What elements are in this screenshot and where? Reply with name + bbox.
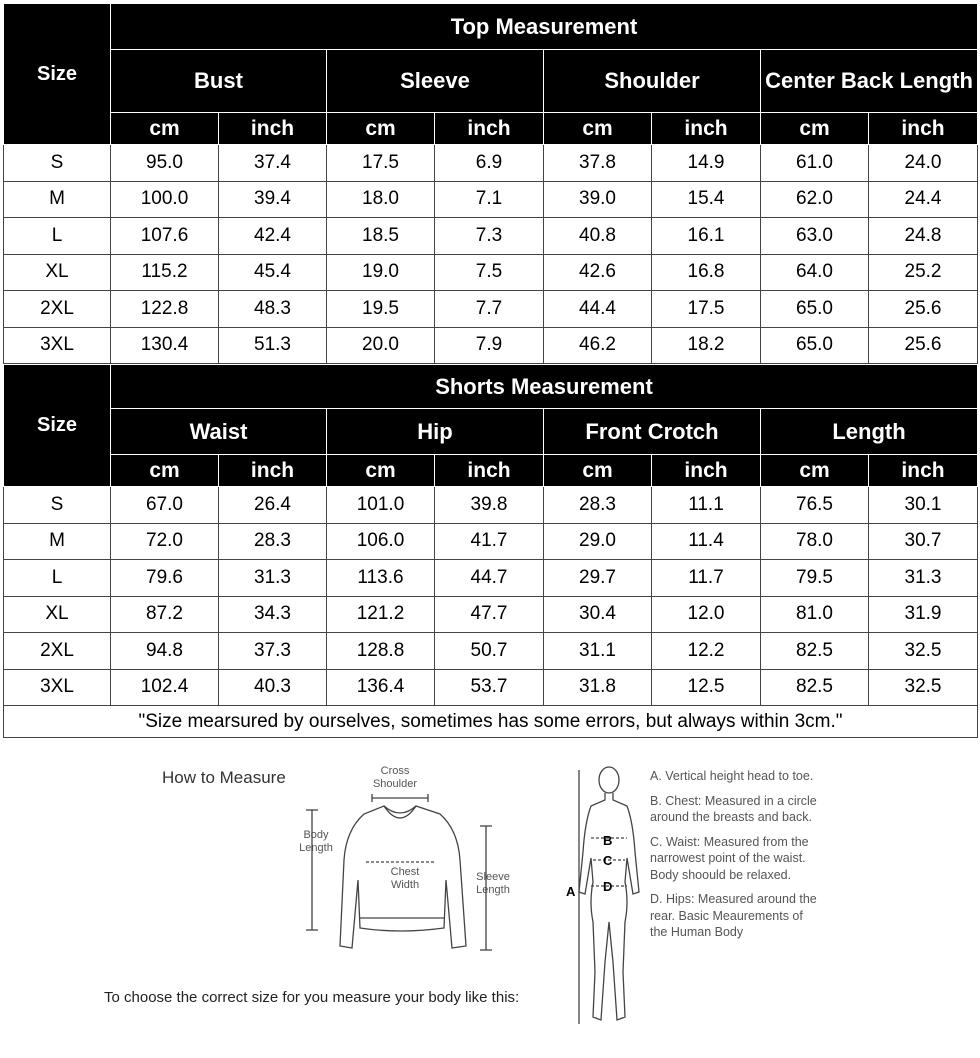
value-cell: 24.8	[869, 218, 978, 255]
unit-header: inch	[652, 113, 761, 145]
value-cell: 113.6	[327, 560, 435, 597]
value-cell: 79.6	[111, 560, 219, 597]
column-group-header: Bust	[111, 50, 327, 113]
value-cell: 78.0	[761, 523, 869, 560]
size-cell: 3XL	[4, 327, 111, 364]
value-cell: 28.3	[544, 487, 652, 524]
marker-b: B	[603, 833, 613, 848]
table-row	[4, 145, 978, 182]
unit-header: cm	[327, 455, 435, 487]
value-cell: 51.3	[219, 327, 327, 364]
size-header: Size	[4, 365, 111, 487]
value-cell: 102.4	[111, 669, 219, 706]
value-cell: 16.8	[652, 254, 761, 291]
value-cell: 14.9	[652, 145, 761, 182]
value-cell: 25.6	[869, 291, 978, 328]
value-cell: 45.4	[219, 254, 327, 291]
size-cell: M	[4, 523, 111, 560]
value-cell: 44.4	[544, 291, 652, 328]
value-cell: 107.6	[111, 218, 219, 255]
column-group-header: Waist	[111, 409, 327, 455]
value-cell: 39.8	[435, 487, 544, 524]
value-cell: 122.8	[111, 291, 219, 328]
value-cell: 20.0	[327, 327, 435, 364]
unit-header: cm	[761, 113, 869, 145]
value-cell: 19.0	[327, 254, 435, 291]
size-cell: S	[4, 145, 111, 182]
table-row	[4, 327, 978, 364]
value-cell: 24.4	[869, 181, 978, 218]
size-cell: XL	[4, 254, 111, 291]
value-cell: 34.3	[219, 596, 327, 633]
marker-a: A	[566, 884, 576, 899]
table-row	[4, 560, 978, 597]
top-measurement-table	[3, 3, 978, 364]
value-cell: 16.1	[652, 218, 761, 255]
unit-header: inch	[869, 455, 978, 487]
unit-header: cm	[111, 113, 219, 145]
size-header: Size	[4, 4, 111, 145]
value-cell: 76.5	[761, 487, 869, 524]
unit-header: inch	[869, 113, 978, 145]
value-cell: 15.4	[652, 181, 761, 218]
size-cell: L	[4, 218, 111, 255]
value-cell: 37.8	[544, 145, 652, 182]
table-row	[4, 596, 978, 633]
value-cell: 128.8	[327, 633, 435, 670]
value-cell: 7.3	[435, 218, 544, 255]
column-group-header: Sleeve	[327, 50, 544, 113]
value-cell: 106.0	[327, 523, 435, 560]
value-cell: 30.1	[869, 487, 978, 524]
value-cell: 44.7	[435, 560, 544, 597]
unit-header: inch	[435, 455, 544, 487]
table-row	[4, 218, 978, 255]
table-row	[4, 291, 978, 328]
value-cell: 63.0	[761, 218, 869, 255]
value-cell: 12.5	[652, 669, 761, 706]
garment-diagram	[300, 790, 510, 960]
value-cell: 29.7	[544, 560, 652, 597]
value-cell: 41.7	[435, 523, 544, 560]
cross-shoulder-label: Cross Shoulder	[372, 765, 418, 790]
step-d: D. Hips: Measured around the rear. Basic Meaurements of the Human Body	[650, 892, 817, 939]
value-cell: 6.9	[435, 145, 544, 182]
unit-header: inch	[219, 455, 327, 487]
value-cell: 100.0	[111, 181, 219, 218]
size-cell: L	[4, 560, 111, 597]
value-cell: 47.7	[435, 596, 544, 633]
step-b: B. Chest: Measured in a circle around the breasts and back.	[650, 793, 817, 824]
value-cell: 48.3	[219, 291, 327, 328]
value-cell: 17.5	[652, 291, 761, 328]
size-cell: M	[4, 181, 111, 218]
value-cell: 32.5	[869, 669, 978, 706]
value-cell: 11.4	[652, 523, 761, 560]
sleeve-length-label: Sleeve Length	[476, 871, 510, 896]
table-row	[4, 487, 978, 524]
table-row	[4, 523, 978, 560]
value-cell: 30.4	[544, 596, 652, 633]
value-cell: 12.2	[652, 633, 761, 670]
step-c: C. Waist: Measured from the narrowest point of the waist. Body shoould be relaxed.	[650, 834, 809, 882]
value-cell: 18.2	[652, 327, 761, 364]
table-row	[4, 181, 978, 218]
value-cell: 42.6	[544, 254, 652, 291]
column-group-header: Center Back Length	[761, 50, 978, 113]
unit-header: cm	[761, 455, 869, 487]
value-cell: 31.9	[869, 596, 978, 633]
value-cell: 65.0	[761, 327, 869, 364]
value-cell: 50.7	[435, 633, 544, 670]
value-cell: 81.0	[761, 596, 869, 633]
value-cell: 121.2	[327, 596, 435, 633]
body-length-label: Body Length	[299, 829, 333, 854]
unit-header: cm	[544, 455, 652, 487]
value-cell: 101.0	[327, 487, 435, 524]
value-cell: 130.4	[111, 327, 219, 364]
value-cell: 18.0	[327, 181, 435, 218]
column-group-header: Hip	[327, 409, 544, 455]
value-cell: 37.4	[219, 145, 327, 182]
column-group-header: Length	[761, 409, 978, 455]
value-cell: 32.5	[869, 633, 978, 670]
how-to-measure-label: How to Measure	[162, 768, 286, 787]
value-cell: 42.4	[219, 218, 327, 255]
value-cell: 82.5	[761, 633, 869, 670]
value-cell: 24.0	[869, 145, 978, 182]
value-cell: 95.0	[111, 145, 219, 182]
unit-header: cm	[327, 113, 435, 145]
value-cell: 31.8	[544, 669, 652, 706]
choose-size-instruction: To choose the correct size for you measure your body like this:	[104, 989, 520, 1006]
size-cell: 3XL	[4, 669, 111, 706]
value-cell: 25.6	[869, 327, 978, 364]
value-cell: 30.7	[869, 523, 978, 560]
value-cell: 18.5	[327, 218, 435, 255]
value-cell: 26.4	[219, 487, 327, 524]
table-row	[4, 254, 978, 291]
value-cell: 25.2	[869, 254, 978, 291]
value-cell: 62.0	[761, 181, 869, 218]
marker-d: D	[603, 879, 613, 894]
value-cell: 37.3	[219, 633, 327, 670]
value-cell: 40.8	[544, 218, 652, 255]
value-cell: 72.0	[111, 523, 219, 560]
step-a: A. Vertical height head to toe.	[650, 769, 814, 783]
marker-c: C	[603, 853, 613, 868]
value-cell: 31.3	[869, 560, 978, 597]
value-cell: 67.0	[111, 487, 219, 524]
value-cell: 29.0	[544, 523, 652, 560]
value-cell: 82.5	[761, 669, 869, 706]
body-figure-diagram	[565, 762, 645, 1042]
value-cell: 7.1	[435, 181, 544, 218]
unit-header: inch	[219, 113, 327, 145]
table-title: Shorts Measurement	[111, 365, 978, 409]
value-cell: 7.9	[435, 327, 544, 364]
value-cell: 61.0	[761, 145, 869, 182]
value-cell: 17.5	[327, 145, 435, 182]
measurement-steps	[650, 768, 820, 949]
value-cell: 64.0	[761, 254, 869, 291]
value-cell: 31.1	[544, 633, 652, 670]
value-cell: 19.5	[327, 291, 435, 328]
value-cell: 79.5	[761, 560, 869, 597]
value-cell: 53.7	[435, 669, 544, 706]
measurement-note: "Size mearsured by ourselves, sometimes has some errors, but always within 3cm."	[4, 706, 978, 738]
value-cell: 136.4	[327, 669, 435, 706]
column-group-header: Front Crotch	[544, 409, 761, 455]
size-cell: 2XL	[4, 633, 111, 670]
value-cell: 87.2	[111, 596, 219, 633]
table-row	[4, 633, 978, 670]
value-cell: 28.3	[219, 523, 327, 560]
value-cell: 65.0	[761, 291, 869, 328]
value-cell: 7.7	[435, 291, 544, 328]
value-cell: 7.5	[435, 254, 544, 291]
size-cell: XL	[4, 596, 111, 633]
value-cell: 40.3	[219, 669, 327, 706]
column-group-header: Shoulder	[544, 50, 761, 113]
unit-header: cm	[111, 455, 219, 487]
size-cell: 2XL	[4, 291, 111, 328]
value-cell: 11.7	[652, 560, 761, 597]
unit-header: cm	[544, 113, 652, 145]
value-cell: 31.3	[219, 560, 327, 597]
table-row	[4, 669, 978, 706]
value-cell: 12.0	[652, 596, 761, 633]
table-title: Top Measurement	[111, 4, 978, 50]
value-cell: 46.2	[544, 327, 652, 364]
value-cell: 115.2	[111, 254, 219, 291]
value-cell: 94.8	[111, 633, 219, 670]
value-cell: 39.4	[219, 181, 327, 218]
size-cell: S	[4, 487, 111, 524]
chest-width-label: Chest Width	[390, 866, 420, 891]
unit-header: inch	[652, 455, 761, 487]
value-cell: 39.0	[544, 181, 652, 218]
value-cell: 11.1	[652, 487, 761, 524]
shorts-measurement-table	[3, 364, 978, 738]
unit-header: inch	[435, 113, 544, 145]
